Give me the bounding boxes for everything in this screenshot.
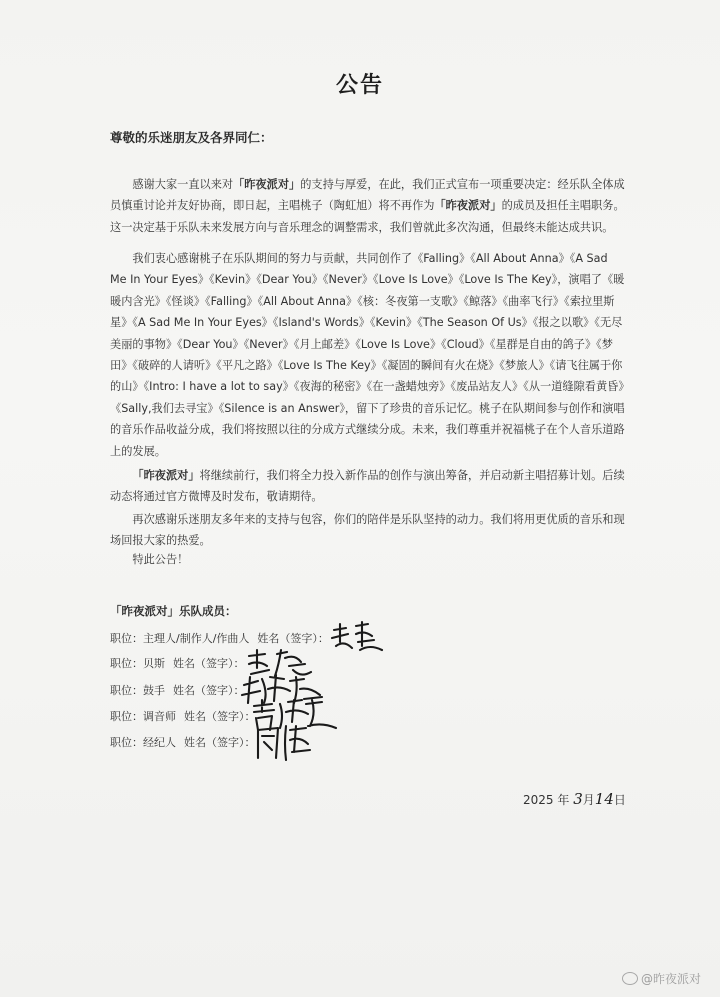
member-row [110,708,264,724]
paragraph-thanks [110,248,625,462]
page-title: 公告 [335,73,384,98]
date-month-suffix: 月 [582,793,595,807]
paragraph-text: 将继续前行，我们将全力投入新作品的创作与演出筹备，并启动新主唱招募计划。后续动态将通过官方微博及时发布，敬请期待。 [110,469,625,504]
paragraph-text: 再次感谢乐迷朋友多年来的支持与包容，你们的陪伴是乐队坚持的动力。我们将用更优质的音乐和现场回报大家的热爱。 [110,513,625,548]
weibo-icon [622,972,638,985]
weibo-watermark [622,970,701,987]
band-name: 「昨夜派对」 [434,199,502,213]
member-role: 职位：主理人/制作人/作曲人 [110,632,250,645]
issue-date [523,790,626,808]
member-role: 职位：鼓手 [110,684,165,697]
band-name: 「昨夜派对」 [132,469,200,482]
date-day-suffix: 日 [613,793,626,807]
member-role: 职位：调音师 [110,710,176,723]
member-row [110,655,253,671]
member-row [110,630,337,646]
member-row [110,734,264,750]
watermark-text: @昨夜派对 [641,972,702,986]
paragraph-text: 我们衷心感谢桃子在乐队期间的努力与贡献，共同创作了《Falling》《All About Anna》《A Sad Me In Your Eyes》《Kevin》《Dear You》《Never》《Love Is Love》《Love Is The Key》，演唱了《暖暖内含光》《怪谈》《Falling》《All About Anna》《核：冬夜第一支歌》《鲸落》《曲率飞行》《索拉里斯星》《A Sad Me In Your Eyes》《Island's Words》《Kevin》《The Season Of Us》《报之以歌》《无尽美丽的事物》《Dear You》《Never》《月上邮差》《Love Is Love》《Cloud》《星群是自由的鸽子》《梦田》《破碎的人请听》《平凡之路》《Love Is The Key》《凝固的瞬间有火在烧》《梦旅人》《请飞往属于你的山》《Intro: I have a lot to say》《夜海的秘密》《在一盏蜡烛旁》《废品站友人》《从一道缝隙看黄昏》《Sally,我们去寻宝》《Silence is an Answer》，留下了珍贵的音乐记忆。桃子在队期间参与创作和演唱的音乐作品收益分成，我们将按照以往的分成方式继续分成。未来，我们尊重并祝福桃子在个人音乐道路上的发展。 [110,252,625,458]
paragraph-announcement [110,174,625,238]
name-label: 姓名（签字）： [184,736,256,749]
date-year-suffix: 年 [557,793,570,807]
name-label: 姓名（签字）： [257,632,329,645]
member-role: 职位：经纪人 [110,736,176,749]
paragraph-gratitude [110,509,625,552]
paragraph-future [110,465,625,508]
date-day: 14 [594,790,614,808]
date-month: 3 [573,790,583,808]
date-year: 2025 [523,793,554,807]
member-row [110,682,253,698]
band-name: 「昨夜派对」 [233,178,301,191]
paragraph-text: 的支持与厚爱，在此，我们正式宣布一项重要决定：经乐队全体成员慎重讨论并友好协商，即日起，主唱桃子（陶虹旭）将不再作为 [110,178,625,213]
paragraph-text: 的成员及担任主唱职务。这一决定基于乐队未来发展方向与音乐理念的调整需求，我们曾就此多次沟通，但最终未能达成共识。 [110,199,625,234]
name-label: 姓名（签字）： [173,657,245,670]
paragraph-text: 感谢大家一直以来对 [132,178,234,191]
paragraph-closing [110,549,625,570]
name-label: 姓名（签字）： [173,684,245,697]
name-label: 姓名（签字）： [184,710,256,723]
greeting: 尊敬的乐迷朋友及各界同仁： [110,130,273,145]
signature-1 [330,620,385,654]
paragraph-text: 特此公告！ [132,553,189,566]
member-role: 职位：贝斯 [110,657,165,670]
signature-5 [252,722,314,764]
members-heading: 「昨夜派对」乐队成员： [110,604,237,618]
